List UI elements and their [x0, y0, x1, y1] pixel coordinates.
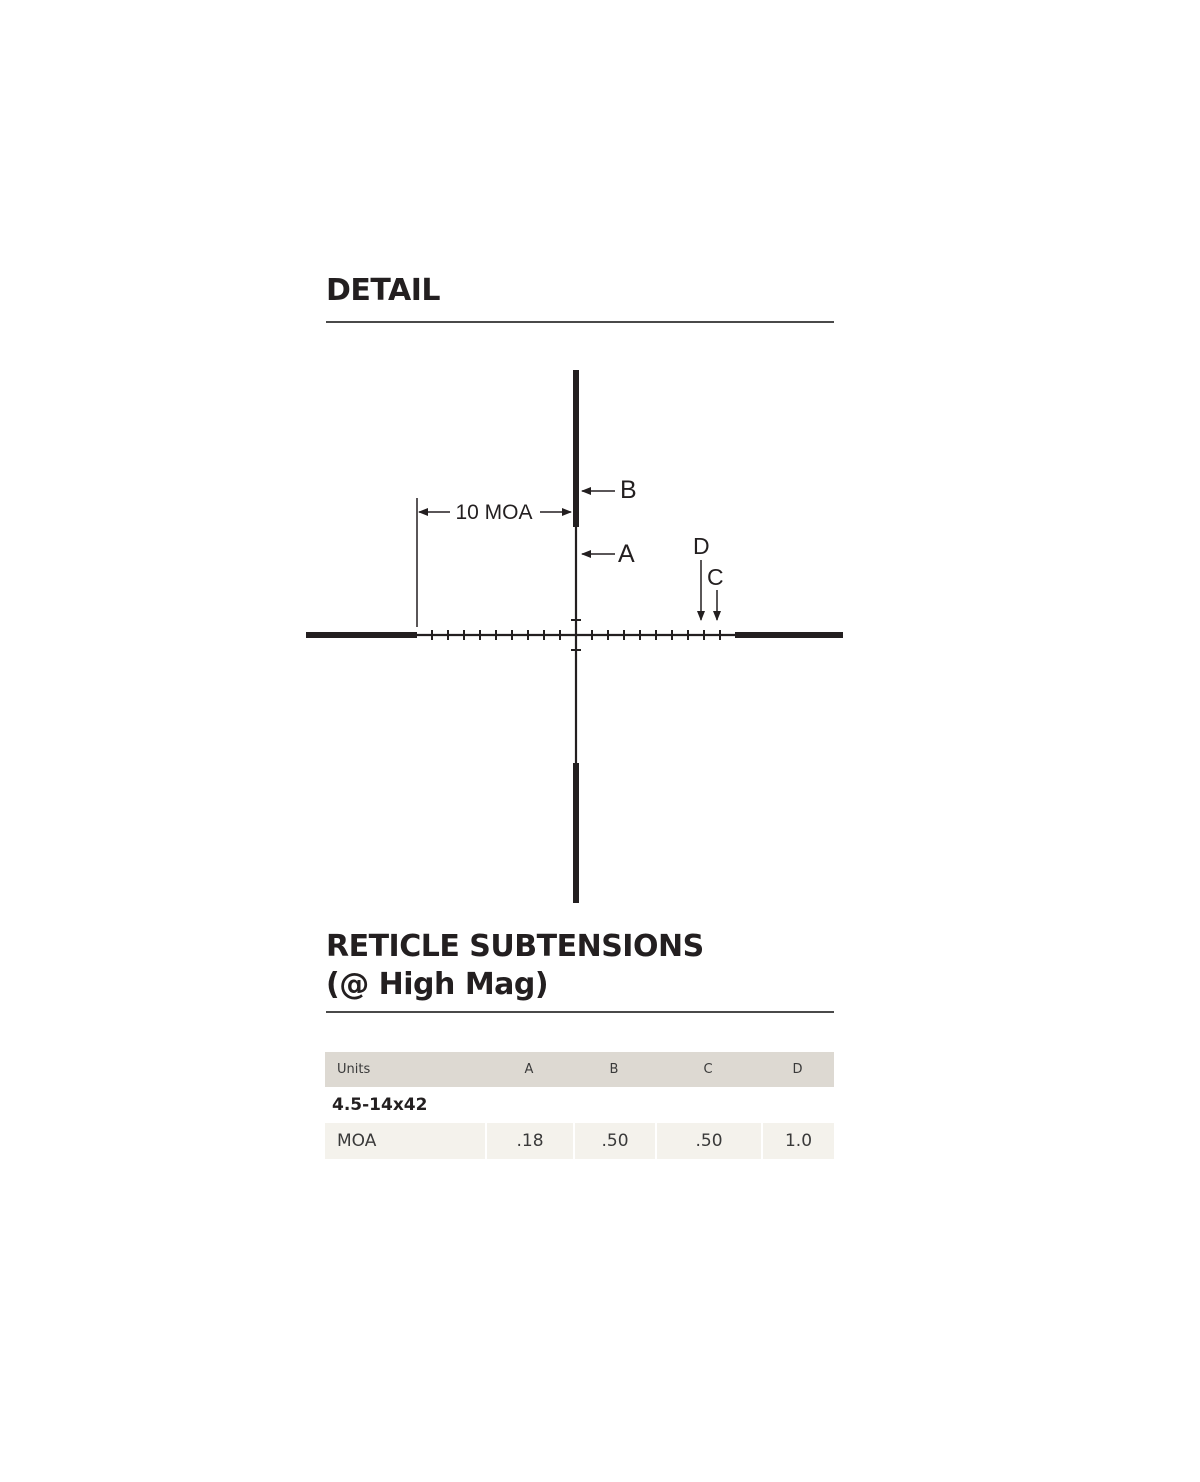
b-label: B [620, 476, 637, 504]
table-row [325, 1123, 834, 1159]
subtensions-heading [326, 928, 704, 1004]
header-units: Units [325, 1052, 485, 1087]
cell-b: .50 [573, 1123, 655, 1159]
subtensions-heading-line2: (@ High Mag) [326, 967, 549, 1002]
c-label: C [707, 564, 724, 590]
cell-units: MOA [325, 1123, 485, 1159]
table-header-row [325, 1052, 834, 1087]
header-a: A [485, 1052, 573, 1087]
model-row [325, 1087, 834, 1123]
header-d: D [761, 1052, 834, 1087]
cell-c: .50 [655, 1123, 761, 1159]
header-c: C [655, 1052, 761, 1087]
cell-a: .18 [485, 1123, 573, 1159]
subtensions-divider [326, 1011, 834, 1013]
header-b: B [573, 1052, 655, 1087]
cell-d: 1.0 [761, 1123, 834, 1159]
d-label: D [693, 533, 710, 559]
subtensions-heading-line1: RETICLE SUBTENSIONS [326, 929, 704, 964]
a-label: A [618, 540, 635, 568]
subtensions-table [325, 1052, 834, 1159]
detail-heading: DETAIL [326, 273, 441, 308]
moa-span-label: 10 MOA [455, 501, 533, 524]
model-name: 4.5-14x42 [325, 1087, 834, 1123]
